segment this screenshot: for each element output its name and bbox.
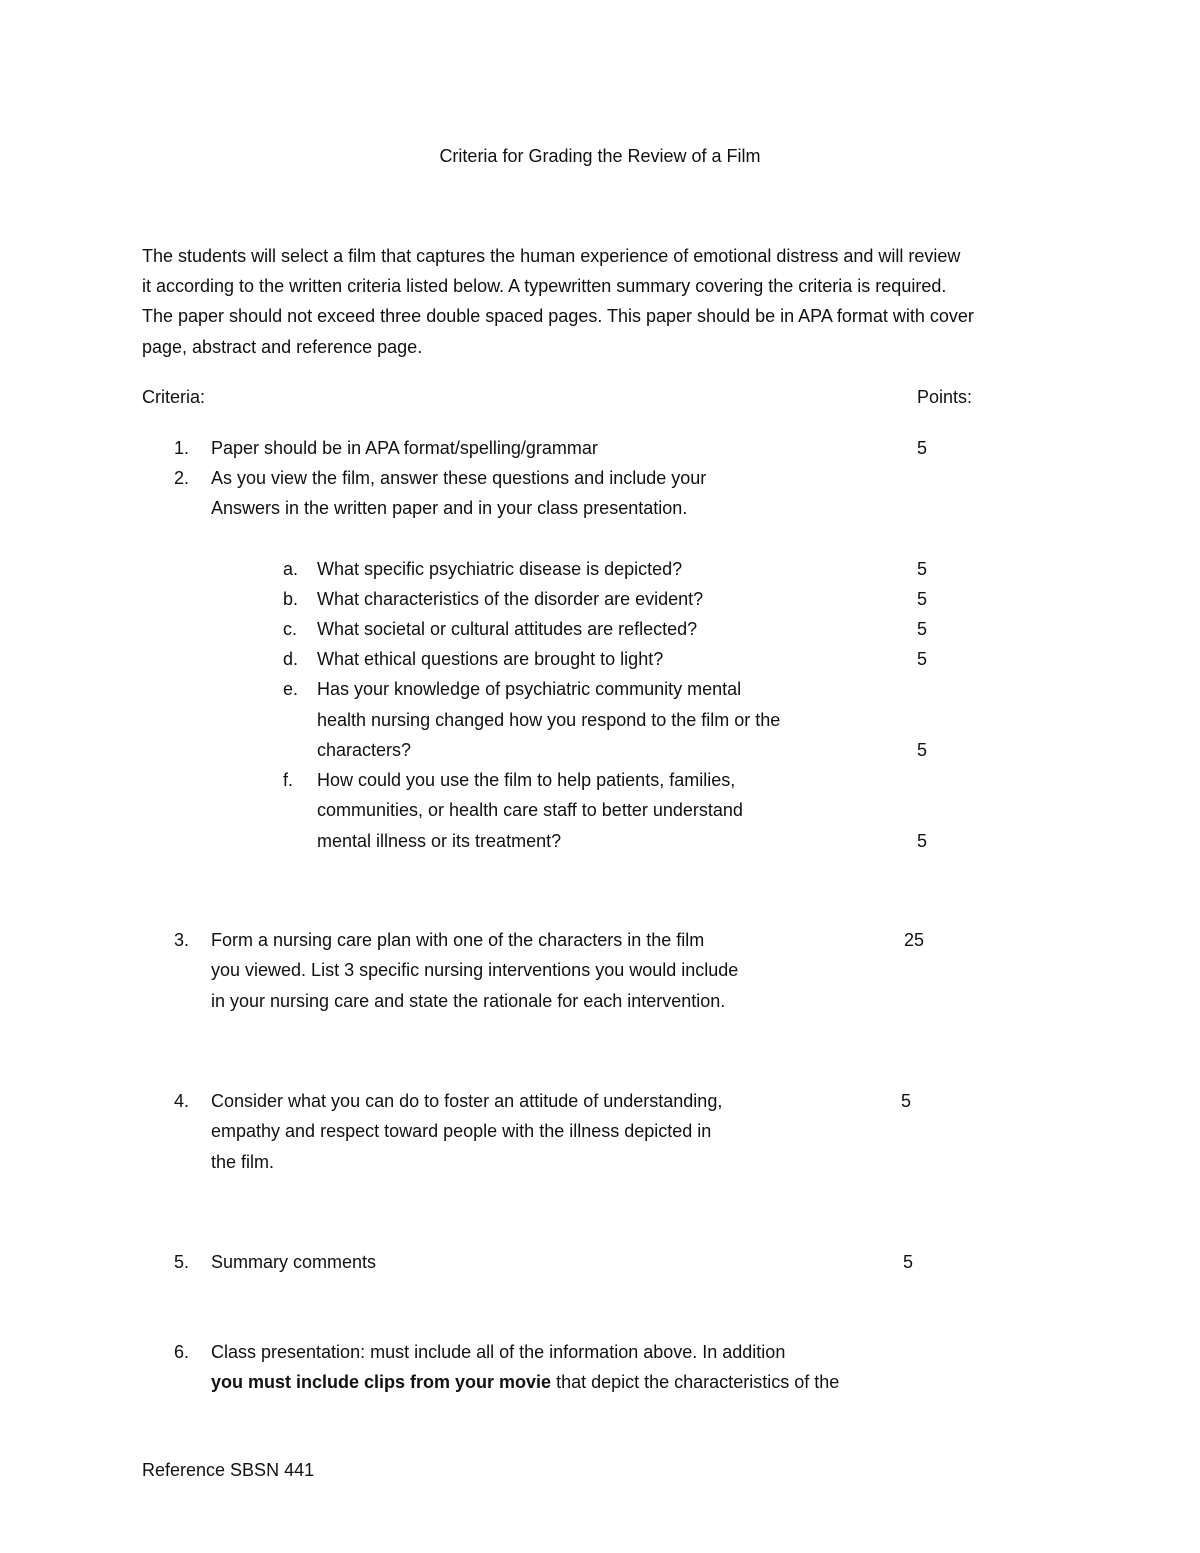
subitem-letter: d. (283, 649, 299, 669)
item-text (211, 1371, 839, 1393)
item-points: 25 (904, 930, 925, 950)
subitem-text: What societal or cultural attitudes are reflected? (317, 619, 698, 639)
subitem-text: How could you use the film to help patients, families, (317, 770, 736, 790)
item-number: 6. (174, 1342, 190, 1362)
subitem-points: 5 (917, 619, 928, 639)
subitem-letter: f. (283, 770, 294, 790)
item-text: Class presentation: must include all of the information above. In addition (211, 1342, 786, 1362)
subitem-points: 5 (917, 740, 928, 760)
subitem-text: Has your knowledge of psychiatric community mental (317, 679, 742, 699)
subitem-text: What specific psychiatric disease is depicted? (317, 559, 683, 579)
item-points: 5 (901, 1091, 912, 1111)
emphasis-text: you must include clips from your movie (211, 1372, 552, 1392)
item-text: Form a nursing care plan with one of the characters in the film (211, 930, 705, 950)
criteria-header: Criteria: (142, 387, 206, 407)
subitem-points: 5 (917, 831, 928, 851)
subitem-points: 5 (917, 559, 928, 579)
item-text: in your nursing care and state the rationale for each intervention. (211, 991, 726, 1011)
item-text: you viewed. List 3 specific nursing interventions you would include (211, 960, 739, 980)
item-number: 2. (174, 468, 190, 488)
subitem-letter: a. (283, 559, 299, 579)
item-number: 4. (174, 1091, 190, 1111)
item-text: Answers in the written paper and in your class presentation. (211, 498, 688, 518)
subitem-text: mental illness or its treatment? (317, 831, 562, 851)
item-text: Paper should be in APA format/spelling/grammar (211, 438, 598, 458)
item-text: empathy and respect toward people with the illness depicted in (211, 1121, 712, 1141)
intro-line: The students will select a film that captures the human experience of emotional distress and will review (142, 246, 961, 266)
item-number: 3. (174, 930, 190, 950)
item-number: 1. (174, 438, 190, 458)
item-number: 5. (174, 1252, 190, 1272)
points-header: Points: (917, 387, 973, 407)
item-text: the film. (211, 1152, 275, 1172)
page-footer: Reference SBSN 441 (142, 1460, 315, 1480)
subitem-points: 5 (917, 589, 928, 609)
item-text: Consider what you can do to foster an attitude of understanding, (211, 1091, 723, 1111)
subitem-text: communities, or health care staff to better understand (317, 800, 743, 820)
subitem-letter: c. (283, 619, 298, 639)
subitem-text: What ethical questions are brought to light? (317, 649, 664, 669)
subitem-text: What characteristics of the disorder are evident? (317, 589, 704, 609)
intro-line: The paper should not exceed three double spaced pages. This paper should be in APA format with cover (142, 306, 974, 326)
item-text: As you view the film, answer these questions and include your (211, 468, 707, 488)
intro-line: it according to the written criteria listed below. A typewritten summary covering the criteria is required. (142, 276, 947, 296)
item-text-rest: that depict the characteristics of the (551, 1372, 840, 1392)
subitem-points: 5 (917, 649, 928, 669)
page-title: Criteria for Grading the Review of a Film (439, 146, 761, 166)
item-points: 5 (903, 1252, 914, 1272)
subitem-text: health nursing changed how you respond to the film or the (317, 710, 781, 730)
subitem-letter: b. (283, 589, 299, 609)
item-points: 5 (917, 438, 928, 458)
intro-line: page, abstract and reference page. (142, 337, 423, 357)
item-text: Summary comments (211, 1252, 377, 1272)
subitem-letter: e. (283, 679, 299, 699)
subitem-text: characters? (317, 740, 412, 760)
